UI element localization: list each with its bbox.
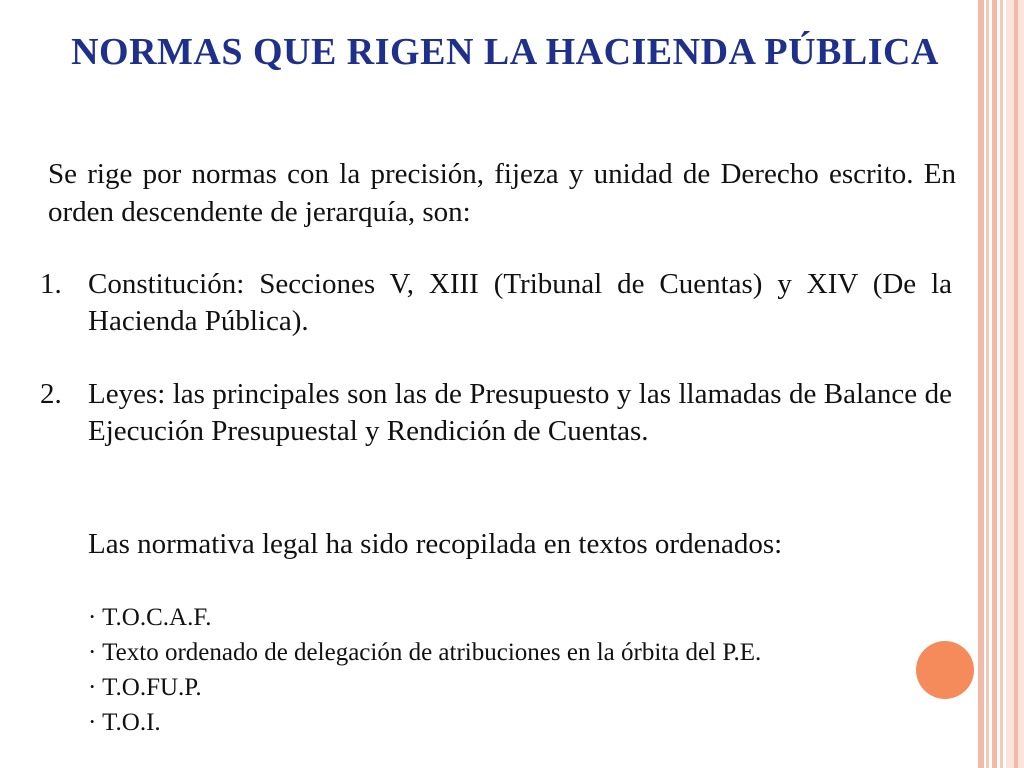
sub-paragraph: Las normativa legal ha sido recopilada en textos ordenados: (88, 528, 783, 560)
list-item (40, 266, 952, 340)
bullet-item: · T.O.C.A.F. (88, 604, 212, 631)
list-item-text: Leyes: las principales son las de Presupuesto y las llamadas de Balance de Ejecución Presupuestal y Rendición de Cuentas. (88, 378, 952, 447)
bullet-item: · T.O.I. (88, 709, 161, 736)
bullet-item: · Texto ordenado de delegación de atribuciones en la órbita del P.E. (88, 639, 762, 666)
bullet-item: · T.O.FU.P. (88, 674, 202, 701)
numbered-list (40, 266, 952, 450)
list-number: 1. (40, 268, 62, 300)
intro-paragraph: Se rige por normas con la precisión, fijeza y unidad de Derecho escrito. En orden descendente de jerarquía, son: (48, 158, 956, 228)
list-number: 2. (40, 378, 62, 410)
border-stripe (978, 0, 984, 768)
border-stripe (1014, 0, 1018, 768)
slide-title: NORMAS QUE RIGEN LA HACIENDA PÚBLICA (71, 31, 939, 73)
list-item (40, 376, 952, 450)
border-stripe (992, 0, 997, 768)
bullet-list (88, 600, 761, 740)
border-stripe (1000, 0, 1003, 768)
decorative-circle (916, 641, 974, 699)
border-stripe (986, 0, 989, 768)
list-item-text: Constitución: Secciones V, XIII (Tribunal de Cuentas) y XIV (De la Hacienda Pública). (88, 268, 952, 337)
